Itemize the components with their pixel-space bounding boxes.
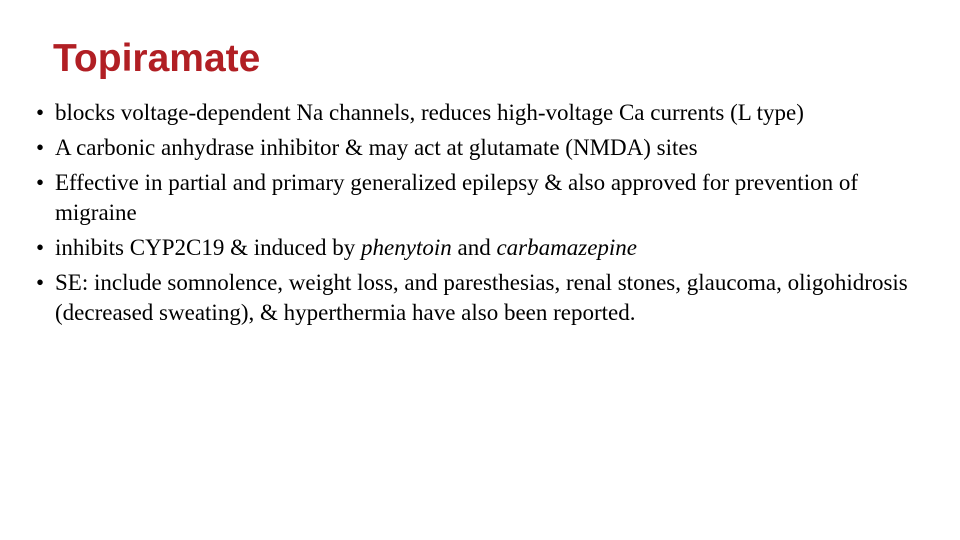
- drug-name-phenytoin: phenytoin: [361, 235, 452, 260]
- bullet-text: blocks voltage-dependent Na channels, reduces high-voltage Ca currents (L type): [55, 100, 804, 125]
- bullet-text-mid: and: [451, 235, 497, 260]
- bullet-text: Effective in partial and primary generalized epilepsy & also approved for prevention of migraine: [55, 170, 858, 225]
- bullet-text: SE: include somnolence, weight loss, and paresthesias, renal stones, glaucoma, oligohidrosis (decreased sweating), & hyperthermia have also been reported.: [55, 270, 908, 325]
- bullet-item-carbonic-anhydrase: [36, 133, 941, 163]
- bullet-item-indications: [36, 168, 941, 228]
- bullet-list: [36, 98, 941, 333]
- bullet-text-pre: inhibits CYP2C19 & induced by: [55, 235, 362, 260]
- bullet-item-mechanism: [36, 98, 941, 128]
- drug-name-carbamazepine: carbamazepine: [496, 235, 637, 260]
- slide-title: Topiramate: [53, 37, 261, 80]
- bullet-item-side-effects: [36, 268, 941, 328]
- bullet-item-interactions: [36, 233, 941, 263]
- bullet-text: A carbonic anhydrase inhibitor & may act at glutamate (NMDA) sites: [55, 135, 698, 160]
